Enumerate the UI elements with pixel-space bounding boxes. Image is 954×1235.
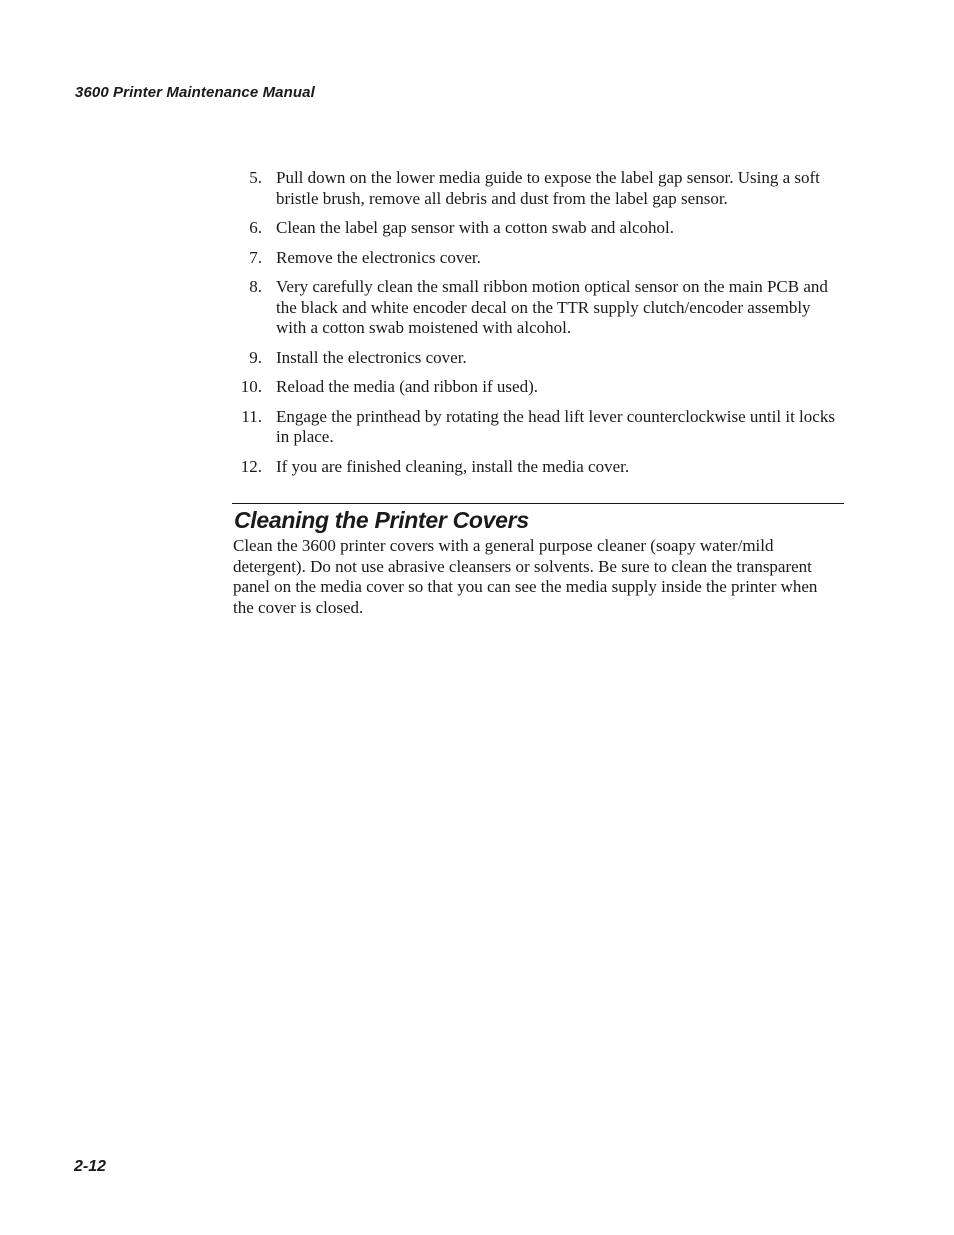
step-text: Engage the printhead by rotating the head lift lever counterclockwise until it locks in place. bbox=[276, 406, 835, 446]
step-item bbox=[222, 457, 842, 478]
step-text: Pull down on the lower media guide to expose the label gap sensor. Using a soft bristle brush, remove all debris and dust from the label gap sensor. bbox=[276, 168, 820, 208]
step-item bbox=[222, 277, 842, 339]
step-number: 5. bbox=[249, 168, 262, 187]
step-text: Clean the label gap sensor with a cotton swab and alcohol. bbox=[276, 218, 674, 237]
step-item bbox=[222, 168, 842, 209]
step-number: 9. bbox=[249, 347, 262, 367]
step-number: 10. bbox=[240, 377, 262, 396]
step-text: Remove the electronics cover. bbox=[276, 247, 481, 267]
step-item bbox=[222, 348, 842, 369]
section-body: Clean the 3600 printer covers with a general purpose cleaner (soapy water/mild detergent). Do not use abrasive cleansers or solvents. Be sure to clean the transparent panel on the media cover so that you can see the media supply inside the printer when the cover is closed. bbox=[233, 536, 818, 617]
step-text: Install the electronics cover. bbox=[276, 347, 467, 367]
procedure-steps bbox=[222, 168, 842, 486]
step-number: 6. bbox=[249, 218, 262, 237]
step-item bbox=[222, 248, 842, 269]
running-header: 3600 Printer Maintenance Manual bbox=[75, 84, 315, 101]
section-title: Cleaning the Printer Covers bbox=[234, 507, 529, 533]
page-number: 2-12 bbox=[74, 1158, 107, 1175]
step-number: 7. bbox=[249, 247, 262, 267]
step-number: 12. bbox=[240, 456, 262, 476]
step-text: Very carefully clean the small ribbon motion optical sensor on the main PCB and the black and white encoder decal on the TTR supply clutch/encoder assembly with a cotton swab moistened with alcohol. bbox=[276, 277, 828, 337]
step-number: 11. bbox=[241, 406, 262, 426]
step-number: 8. bbox=[249, 277, 262, 296]
step-item bbox=[222, 407, 842, 448]
step-text: Reload the media (and ribbon if used). bbox=[276, 377, 539, 396]
step-item bbox=[222, 377, 842, 398]
step-item bbox=[222, 218, 842, 239]
section-divider bbox=[232, 503, 844, 504]
step-text: If you are finished cleaning, install the media cover. bbox=[276, 456, 630, 476]
